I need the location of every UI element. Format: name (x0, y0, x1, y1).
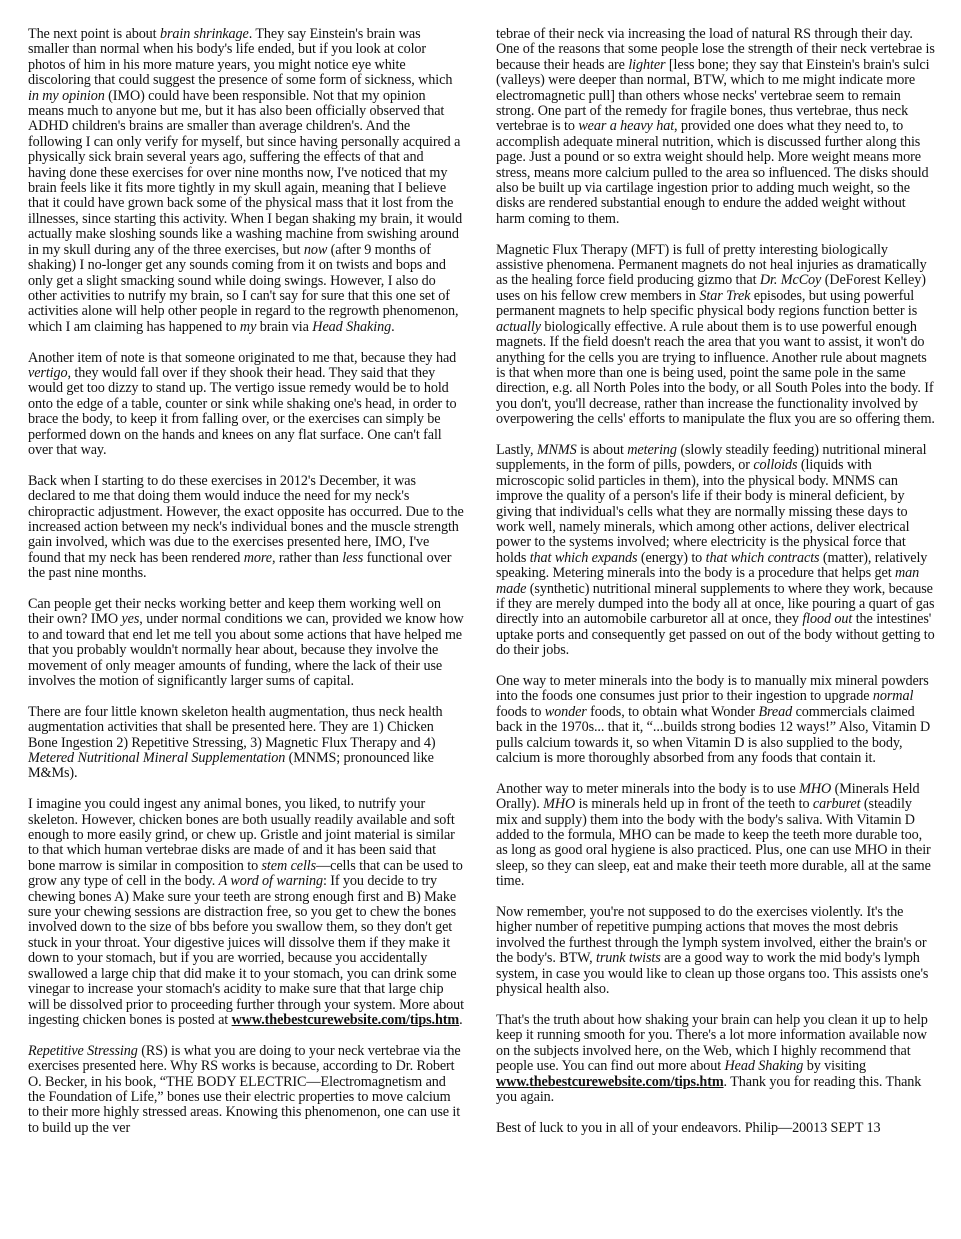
text-run: . Thank you for reading this. Thank you again. (496, 1073, 922, 1105)
paragraph (28, 797, 464, 1028)
paragraph (496, 674, 936, 766)
italic-text: that which expands (529, 549, 638, 566)
text-run: (steadily mix and supply) them into the body with the body's saliva. With Vitamin D added to the formula, MHO can be made to keep the teeth more durable too, as long as good oral hygiene is also practiced. Plus, one can use MHO in their sleep, so they can sleep, eat and make their teeth more durable, all at the same time. (496, 796, 931, 890)
italic-text: actually (496, 318, 541, 335)
text-run: That's the truth about how shaking your brain can help you clean it up to help keep it running smooth for you. There's a lot more information available now on the subjects involved here, on the Web, which I highly recommend that people use. You can find out more about (496, 1011, 928, 1075)
paragraph (496, 1013, 936, 1105)
right-column (496, 27, 936, 1152)
italic-text: flood out (802, 611, 853, 628)
text-run: Another way to meter minerals into the body is to use (496, 780, 800, 797)
italic-text: my (239, 318, 257, 335)
text-run: brain via (256, 318, 313, 335)
text-run: , they would fall over if they shook their head. They said that they would get too dizzy to stand up. The vertigo issue remedy would be to hold onto the edge of a table, counter or sink while shaking one's head, in order to brace the body, to keep it from falling over, or the exercises can simply be performed down on the hands and knees on any flat surface. One can't fall over that way. (28, 364, 457, 458)
text-run: (after 9 months of shaking) I no-longer get any sounds coming from it on twists and bops and only get a slight smacking sound while doing swings. However, I also do other activities to nutrify my brain, so I can't say for sure that this one set of activities alone will help other people in regard to the regrowth phenomenon, which I am claiming has happened to (28, 241, 459, 335)
text-run: foods to (496, 703, 545, 720)
italic-text: metering (627, 441, 677, 458)
italic-text: yes (121, 611, 140, 628)
paragraph (496, 243, 936, 428)
italic-text: MHO (799, 780, 832, 797)
paragraph (496, 905, 936, 997)
italic-text: MHO (543, 796, 576, 813)
signoff (496, 1121, 936, 1136)
text-run: . (391, 318, 395, 335)
text-run: commercials claimed back in the 1970s... that it, “...builds strong bodies 12 ways!” Also, Vitamin D pulls calcium towards it, so when Vitamin D is also supplied to the body, calcium is more thoroughly absorbed from any foods that contain it. (496, 703, 931, 767)
text-run: The next point is about (28, 26, 160, 42)
italic-text: brain shrinkage (159, 26, 249, 42)
text-run: (RS) is what you are doing to your neck vertebrae via the exercises presented here. Why RS works is because, according to Dr. Robert O. Becker, in his book, “THE BODY ELECTRIC—Electromagnetism and the Foundation of Life,” bones use their electric properties to move calcium to their more highly stressed areas. Knowing this phenomenon, one can use it to build up the ver (28, 1042, 461, 1136)
text-run: , under normal conditions we can, provided we know how to and toward that end let me tell you about some actions that have helped me that you probably wouldn't normally hear about, because they involve the movement of only meager amounts of funding, where the lack of their use involves the motion of significantly larger sums of capital. (28, 611, 464, 690)
paragraph (496, 782, 936, 890)
text-run: functional over the past nine months. (28, 549, 452, 582)
italic-text: Metered Nutritional Mineral Supplementation (28, 750, 286, 767)
text-run: (slowly steadily feeding) nutritional mineral supplements, in the form of pills, powders, or (496, 441, 927, 474)
text-run: , rather than (271, 549, 343, 566)
text-run: (energy) to (637, 549, 706, 566)
italic-text: Head Shaking (724, 1058, 804, 1075)
text-run: , provided one does what they need to, to accomplish adequate mineral nutrition, which is discussed further along this page. Just a pound or so extra weight should help. More weight means more stress, means more calcium pulled to the area so influenced. The disks should also be built up via cartilage ingestion prior to adding much weight, so the disks are rendered substantial enough to endure the added weight without harm coming to them. (496, 118, 929, 227)
italic-text: less (342, 549, 364, 566)
text-run: . They say Einstein's brain was smaller than normal when his body's life ended, but if you look at color photos of him in his more mature years, you might notice eye white discoloring that could suggest the presence of some form of sickness, which (28, 26, 453, 89)
italic-text: MNMS (536, 441, 577, 458)
italic-text: man made (496, 565, 920, 597)
paragraph (28, 27, 464, 335)
text-run: Another item of note is that someone originated to me that, because they had (28, 349, 457, 366)
paragraph (496, 443, 936, 659)
italic-text: A word of warning (218, 873, 323, 890)
text-run: (IMO) could have been responsible. Not that my opinion means much to anyone but me, but it has also been officially observed that ADHD children's brains are smaller than average children's. And the following I can only verify for myself, but since having personally acquired a physically sick brain several years ago, suffering the effects of that and having done these exercises for over nine months now, I've noticed that my brain feels like it fits more tightly in my skull again, meaning that I believe that it could have grown back some of the physical mass that it lost from the illnesses, since starting this activity. When I began shaking my brain, it would actually make sloshing sounds like a washing machine from swishing around in my skull during any of the three exercises, but (28, 87, 463, 258)
text-run: (Minerals Held Orally). (496, 780, 920, 813)
italic-text: Dr. McCoy (759, 272, 822, 289)
text-run: Best of luck to you in all of your endeavors. Philip—20013 SEPT 13 (496, 1119, 881, 1136)
italic-text: Bread (758, 703, 793, 720)
paragraph (496, 27, 936, 227)
paragraph (28, 597, 464, 689)
text-run: I imagine you could ingest any animal bones, you liked, to nutrify your skeleton. However, chicken bones are both usually readily available and soft enough to more easily grind, or chew up. Gristle and joint material is similar to that which human vertebrae disks are made of and it has been said that bone marrow is similar in composition to (28, 796, 455, 874)
text-run: Now remember, you're not supposed to do the exercises violently. It's the higher number of repetitive pumping actions that moves the most debris involved the furthest through the lymph system involved, either the brain's or the body's. BTW, (496, 904, 927, 967)
paragraph (28, 1044, 464, 1136)
text-run: (MNMS; pronounced like M&Ms). (28, 750, 434, 782)
text-run: is minerals held up in front of the teeth to (575, 796, 813, 813)
text-run: Can people get their necks working better and keep them working well on their own? IMO (28, 595, 441, 628)
paragraph (28, 474, 464, 582)
text-run: (liquids with microscopic solid particles in them), into the physical body. MNMS can improve the quality of a person's life if their body is mineral deficient, by giving that individual's cells what they are normally missing these days to work well, namely minerals, which among other actions, deliver electrical power to the systems involved; where electricity is the physical force that holds (496, 457, 910, 566)
text-run: biologically effective. A rule about them is to use powerful enough magnets. If the field doesn't reach the area that you want to assist, it won't do anything for the cells you are trying to influence. Another rule about magnets is that when more than one is being used, point the same pole in the same direction, e.g. all North Poles into the body, or all South Poles into the body. If you don't, you'll decrease, rather than increase the functionality involved by overpowering the cells' efforts to manipulate the flux you are so offering them. (496, 318, 935, 428)
italic-text: wonder (544, 703, 587, 720)
italic-text: that which contracts (705, 549, 820, 566)
text-run: tebrae of their neck via increasing the load of natural RS through their day. One of the reasons that some people lose the strength of their neck vertebrae is because their heads are (496, 26, 935, 73)
text-run: (matter), relatively speaking. Metering minerals into the body is a procedure that helps get (496, 549, 928, 582)
text-run: Lastly, (496, 441, 537, 458)
italic-text: lighter (628, 56, 666, 73)
italic-text: wear a heavy hat (578, 118, 675, 135)
paragraph (28, 705, 464, 782)
italic-text: vertigo (28, 364, 68, 381)
italic-text: colloids (753, 457, 798, 474)
text-run: —cells that can be used to grow any type of cell in the body. (28, 857, 463, 890)
italic-text: carburet (812, 796, 861, 813)
text-run: by visiting (803, 1058, 866, 1075)
italic-text: Head Shaking (312, 318, 392, 335)
italic-text: in my opinion (28, 87, 105, 104)
text-run: . (459, 1011, 463, 1028)
text-run: There are four little known skeleton health augmentation, thus neck health augmentation activities that shall be presented here. They are 1) Chicken Bone Ingestion 2) Repetitive Stressing, 3) Magnetic Flux Therapy and 4) (28, 703, 443, 751)
italic-text: trunk twists (596, 950, 661, 967)
text-run: One way to meter minerals into the body is to manually mix mineral powders into the foods one consumes just prior to their ingestion to upgrade (496, 673, 929, 705)
text-run: (DeForest Kelley) uses on his fellow crew members in (496, 272, 926, 304)
text-run: is about (576, 441, 628, 458)
italic-text: Star Trek (699, 287, 751, 304)
italic-text: normal (872, 688, 914, 705)
website-link[interactable]: www.thebestcurewebsite.com/tips.htm (496, 1073, 724, 1090)
text-run: the intestines' uptake ports and consequently get passed on out of the body without getting to do their jobs. (496, 611, 935, 659)
left-column (28, 27, 464, 1152)
italic-text: stem cells (261, 857, 317, 874)
text-run: Magnetic Flux Therapy (MFT) is full of pretty interesting biologically assistive phenomena. Permanent magnets do not heal injuries as dramatically as the healing force field producing gizmo that (496, 241, 927, 289)
text-run: Back when I starting to do these exercises in 2012's December, it was declared to me that doing them would induce the need for my neck's chiropractic adjustment. However, the exact opposite has occurred. Due to the increased action between my neck's individual bones and the muscle strength gain involved, which was due to the exercises presented here, IMO, I've found that my neck has been rendered (28, 472, 464, 566)
italic-text: now (303, 241, 328, 258)
paragraph (28, 351, 464, 459)
text-run: foods, to obtain what Wonder (586, 703, 759, 720)
text-run: are a good way to work the mid body's lymph system, in case you would like to clean up those organs too. This assists one's physical health also. (496, 950, 929, 998)
text-run: [less bone; they say that Einstein's brain's sulci (valleys) were deeper than normal, BTW, which to me might indicate more electromagnetic pull] than others whose necks' vertebrae seem to remain strong. One part of the remedy for fragile bones, thus vertebrae, thus neck vertebrae is to (496, 56, 930, 135)
italic-text: more (243, 549, 272, 566)
website-link[interactable]: www.thebestcurewebsite.com/tips.htm (231, 1011, 460, 1028)
text-run: (synthetic) nutritional mineral supplements to where they work, because if they are merely dumped into the body all at once, like pouring a quart of gas directly into an automobile carburetor all at once, they (496, 580, 935, 628)
italic-text: Repetitive Stressing (28, 1042, 138, 1059)
text-run: episodes, but using powerful permanent magnets to help specific physical body regions function better is (496, 287, 918, 320)
text-run: : If you decide to try chewing bones A) Make sure your teeth are strong enough first and B) Make sure your chewing sessions are distraction free, so you get to chew the bones involved down to the size of bbs before you swallow them, so they don't get stuck in your throat. Your digestive juices will dissolve them if they make it down to your stomach, but if you are worried, because you accidentally swallowed a large chip that did make it to your stomach, you can drink some vinegar to increase your stomach's acidity to make sure that that large chip will be dissolved prior to proceeding further through your system. More about ingesting chicken bones is posted at (28, 873, 464, 1028)
